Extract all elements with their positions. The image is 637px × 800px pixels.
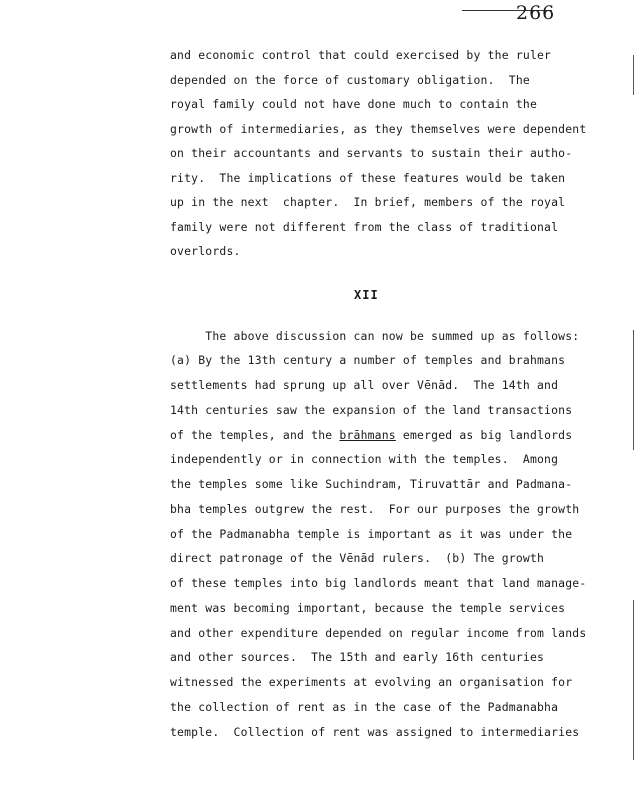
text-line: The above discussion can now be summed up as follows: xyxy=(170,329,580,343)
scan-mark xyxy=(633,55,634,95)
text-line: the collection of rent as in the case of the Padmanabha xyxy=(170,700,559,714)
text-line: rity. The implications of these features would be taken xyxy=(170,171,566,185)
text-line: the temples some like Suchindram, Tiruvattār and Padmana- xyxy=(170,477,573,491)
text-line xyxy=(170,428,572,442)
text-line: (a) By the 13th century a number of temples and brahmans xyxy=(170,353,566,367)
text-line: family were not different from the class of traditional xyxy=(170,220,559,234)
text-line: bha temples outgrew the rest. For our purposes the growth xyxy=(170,502,580,516)
text-line: and other expenditure depended on regular income from lands xyxy=(170,626,587,640)
text-line: and economic control that could exercised by the ruler xyxy=(170,48,552,62)
text-line: and other sources. The 15th and early 16th centuries xyxy=(170,650,545,664)
text-line: depended on the force of customary obligation. The xyxy=(170,73,530,87)
text-line: up in the next chapter. In brief, members of the royal xyxy=(170,195,566,209)
section-heading: XII xyxy=(354,288,379,302)
text-line: settlements had sprung up all over Vēnād. The 14th and xyxy=(170,378,559,392)
scan-mark xyxy=(633,330,634,450)
text-line: witnessed the experiments at evolving an organisation for xyxy=(170,675,573,689)
text-line: of the Padmanabha temple is important as it was under the xyxy=(170,527,573,541)
text-segment: of the temples, and the xyxy=(170,428,340,442)
text-line: direct patronage of the Vēnād rulers. (b) The growth xyxy=(170,551,545,565)
text-line: growth of intermediaries, as they themselves were dependent xyxy=(170,122,587,136)
text-line: overlords. xyxy=(170,244,241,258)
text-line: 14th centuries saw the expansion of the land transactions xyxy=(170,403,573,417)
underlined-word: brāhmans xyxy=(339,428,396,442)
text-line: royal family could not have done much to contain the xyxy=(170,97,538,111)
text-line: on their accountants and servants to sustain their autho- xyxy=(170,146,573,160)
text-line: temple. Collection of rent was assigned to intermediaries xyxy=(170,725,580,739)
text-line: of these temples into big landlords meant that land manage- xyxy=(170,576,587,590)
text-line: ment was becoming important, because the temple services xyxy=(170,601,566,615)
scan-mark xyxy=(633,600,634,760)
text-line: independently or in connection with the temples. Among xyxy=(170,452,559,466)
text-segment: emerged as big landlords xyxy=(395,428,573,442)
page-number: 266 xyxy=(516,2,556,24)
